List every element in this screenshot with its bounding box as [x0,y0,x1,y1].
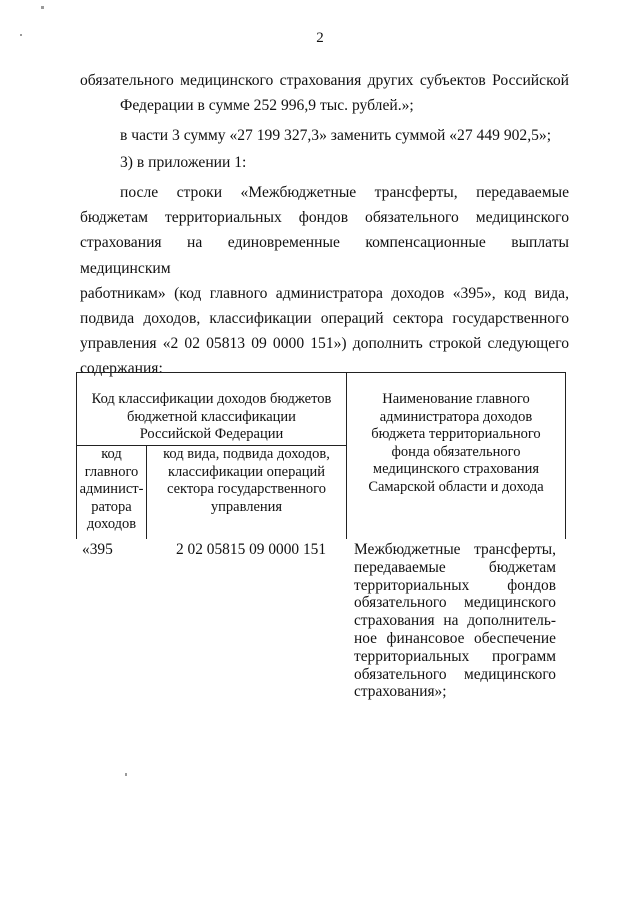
header-line: Наименование главного [382,391,530,407]
row-line: передаваемые бюджетам [354,558,556,576]
header-line: админист- [79,481,144,497]
header-line: ратора [91,498,132,515]
header-administrator-code [77,446,147,539]
header-administrator-name [347,373,565,539]
text-line: Федерации в сумме 252 996,9 тыс. рублей.»; [120,97,414,115]
text-line: работникам» (код главного администратора доходов «395», код вида, [80,284,569,302]
header-line: Код классификации доходов бюджетов [91,391,332,407]
header-classification-code [77,373,347,446]
scan-mark [125,773,127,776]
scan-mark [20,34,22,36]
row-line: страхования»; [354,683,447,701]
header-line: фонда обязательного [391,443,521,460]
header-line: код [101,446,122,462]
header-line: управления [210,498,283,515]
header-line: бюджетной классификации [127,408,296,425]
text-line: после строки «Межбюджетные трансферты, передаваемые [120,184,569,201]
header-line: классификации операций [167,463,326,480]
classification-table [76,372,566,719]
row-line: ное финансовое обеспечение [354,629,556,647]
header-line: код вида, подвида доходов, [163,446,330,462]
text-line: обязательного медицинского страхования других субъектов Российской [80,72,569,89]
row-income-name [354,541,556,701]
row-line: территориальных фондов [354,576,556,594]
text-line: управления «2 02 05813 09 0000 151») дополнить строкой следующего [80,335,569,353]
scan-mark [41,6,44,9]
row-line: страхования на дополнитель- [354,612,556,630]
row-line: Межбюджетные трансферты, [354,541,556,558]
table-row [76,539,566,719]
header-line: администратора доходов [379,408,533,425]
header-line: бюджета территориального [371,426,541,442]
paragraph-2: в части 3 сумму «27 199 327,3» заменить суммой «27 449 902,5»; [120,127,552,144]
text-line: бюджетам территориальных фондов обязательного медицинского [80,209,569,227]
row-line: обязательного медицинского [354,594,556,612]
header-line: Самарской области и дохода [368,478,544,495]
header-line: сектора государственного [166,481,327,497]
paragraph-1 [80,68,569,118]
page-number: 2 [316,30,324,46]
paragraph-4 [80,180,569,382]
text-line: страхования на единовременные компенсационные выплаты медицинским [80,234,569,277]
row-line: обязательного медицинского [354,665,556,683]
row-classification-code: 2 02 05815 09 0000 151 [176,541,327,558]
header-line: Российской Федерации [139,426,284,442]
text-line: подвида доходов, классификации операций сектора государственного [80,310,569,328]
text-line: содержания: [80,360,163,378]
paragraph-3: 3) в приложении 1: [120,154,247,171]
header-line: доходов [86,516,137,532]
row-line: территориальных программ [354,647,556,665]
table-header [76,372,566,539]
row-administrator-code: «395 [82,541,113,558]
header-line: медицинского страхования [372,461,540,477]
header-line: главного [84,463,139,480]
header-income-type-code [147,446,347,539]
